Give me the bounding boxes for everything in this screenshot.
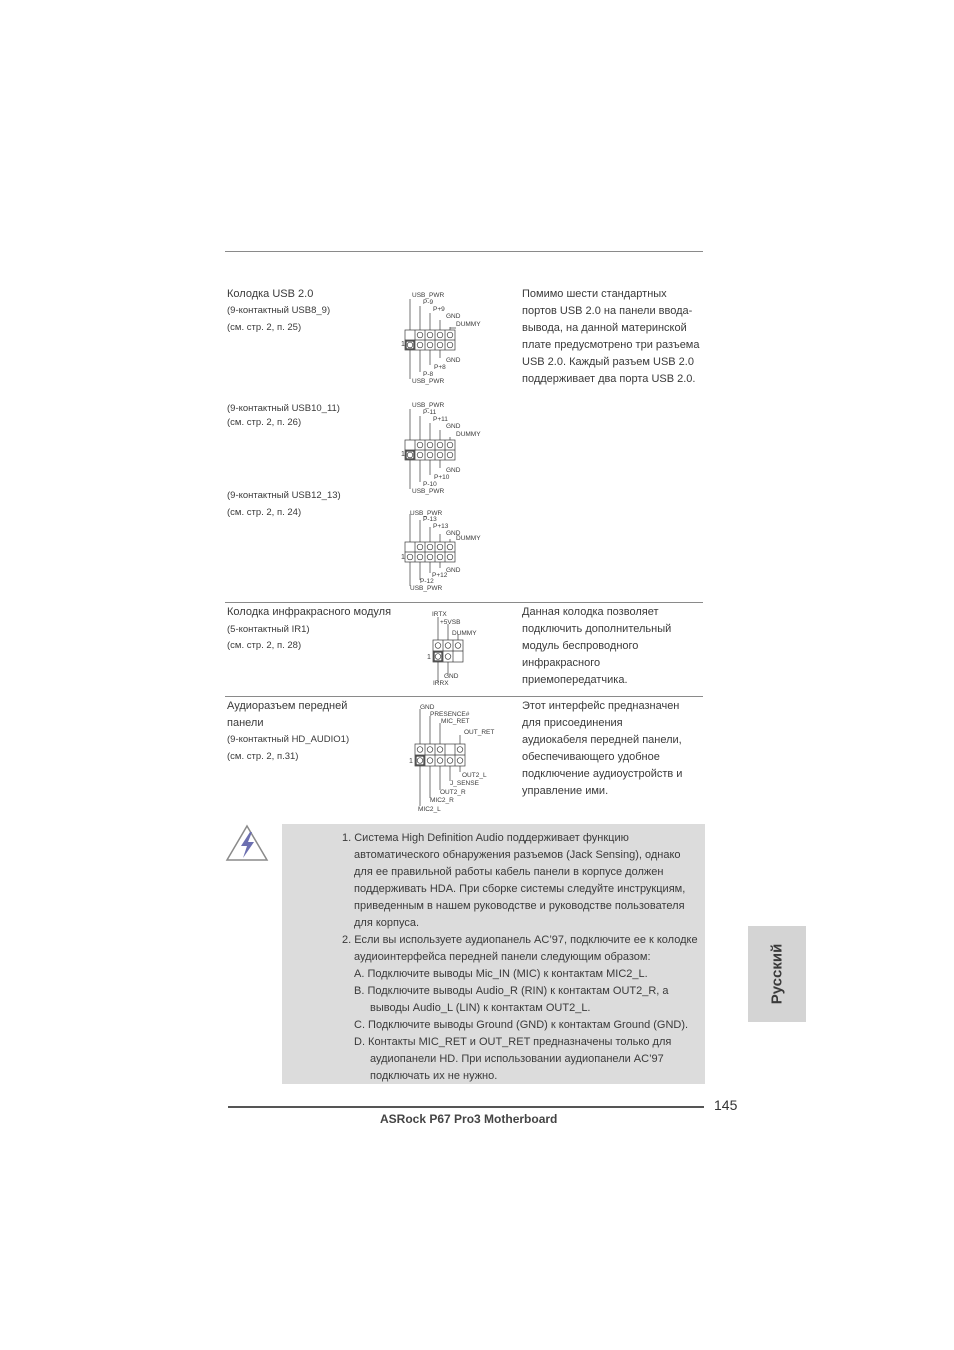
note-line: для корпуса. (354, 917, 420, 929)
svg-text:P-13: P-13 (423, 516, 437, 523)
svg-text:USB_PWR: USB_PWR (412, 402, 445, 409)
svg-text:GND: GND (446, 423, 461, 430)
svg-text:+5VSB: +5VSB (440, 619, 461, 626)
note-line: C. Подключите выводы Ground (GND) к контактам Ground (GND). (354, 1019, 689, 1031)
audio-section-title-2: панели (227, 717, 264, 729)
usb12-13-pin-diagram (396, 506, 496, 596)
svg-text:P-11: P-11 (423, 409, 437, 416)
language-side-tab (748, 926, 806, 1022)
desc-line: приемопередатчика. (522, 674, 628, 686)
svg-text:MIC2_R: MIC2_R (430, 797, 454, 804)
note-line: аудиопанели HD. При использовании аудиопанели AC’97 (370, 1053, 664, 1065)
desc-line: вывода, на данной материнской (522, 322, 687, 334)
section-divider (225, 696, 703, 697)
note-line: выводы Audio_L (LIN) к контактам OUT2_L. (370, 1002, 591, 1014)
svg-text:1: 1 (401, 451, 405, 458)
svg-text:DUMMY: DUMMY (456, 321, 481, 328)
note-line: для ее правильной работы кабель панели в корпусе должен (354, 866, 664, 878)
svg-text:OUT2_R: OUT2_R (440, 789, 466, 796)
desc-line: обеспечивающего удобное (522, 751, 660, 763)
svg-text:USB_PWR: USB_PWR (410, 510, 443, 517)
svg-text:MIC2_L: MIC2_L (418, 806, 441, 813)
svg-text:GND: GND (446, 313, 461, 320)
desc-line: Помимо шести стандартных (522, 288, 667, 300)
svg-text:J_SENSE: J_SENSE (450, 780, 479, 787)
svg-text:USB_PWR: USB_PWR (410, 585, 443, 592)
svg-text:P-8: P-8 (423, 371, 434, 378)
desc-line: поддерживает два порта USB 2.0. (522, 373, 696, 385)
svg-text:P+13: P+13 (433, 523, 449, 530)
desc-line: плате предусмотрено три разъема (522, 339, 700, 351)
ir-section-title: Колодка инфракрасного модуля (227, 606, 392, 618)
ir1-pin-diagram (424, 608, 504, 688)
ir-sub: (5-контактный IR1) (227, 624, 310, 635)
footer-model-name: ASRock P67 Pro3 Motherboard (380, 1112, 558, 1126)
footer-rule (228, 1106, 704, 1108)
desc-line: подключение аудиоустройств и (522, 768, 683, 780)
svg-text:GND: GND (446, 467, 461, 474)
usb10-11-pin-diagram (396, 400, 496, 496)
svg-text:GND: GND (446, 357, 461, 364)
audio-sub: (9-контактный HD_AUDIO1) (227, 734, 350, 745)
svg-text:P-10: P-10 (423, 481, 437, 488)
desc-line: Данная колодка позволяет (522, 606, 659, 618)
svg-text:OUT_RET: OUT_RET (464, 729, 495, 736)
desc-line: модуль беспроводного (522, 640, 639, 652)
desc-line: аудиокабеля передней панели, (522, 734, 682, 746)
svg-text:IRRX: IRRX (433, 680, 449, 687)
usb-ref-1: (см. стр. 2, п. 25) (227, 322, 302, 333)
language-tab-label: Русский (768, 943, 786, 1005)
audio-section-title-1: Аудиоразъем передней (227, 700, 348, 712)
note-line: приведенным в нашем руководстве и руководстве пользователя (354, 900, 685, 912)
ir-ref: (см. стр. 2, п. 28) (227, 640, 302, 651)
svg-text:OUT2_L: OUT2_L (462, 772, 487, 779)
desc-line: Этот интерфейс предназначен (522, 700, 680, 712)
svg-text:P+9: P+9 (433, 306, 445, 313)
svg-text:P+10: P+10 (434, 474, 450, 481)
svg-text:GND: GND (420, 704, 435, 711)
usb-section-title: Колодка USB 2.0 (227, 288, 314, 300)
desc-line: для присоединения (522, 717, 623, 729)
ir-description (522, 604, 671, 689)
usb8-9-pin-diagram (396, 290, 496, 386)
svg-text:P-9: P-9 (423, 299, 434, 306)
note-line: подключать их не нужно. (370, 1070, 498, 1082)
desc-line: портов USB 2.0 на панели ввода- (522, 305, 693, 317)
svg-text:GND: GND (444, 673, 459, 680)
svg-text:PRESENCE#: PRESENCE# (430, 711, 470, 718)
svg-text:P+11: P+11 (433, 416, 448, 423)
note-line: 2. Если вы используете аудиопанель AC’97, подключите ее к колодке (342, 934, 698, 946)
svg-text:GND: GND (446, 530, 461, 537)
svg-text:DUMMY: DUMMY (456, 431, 481, 438)
usb-ref-2: (см. стр. 2, п. 26) (227, 417, 302, 428)
svg-text:1: 1 (409, 758, 413, 765)
note-line: 1. Система High Definition Audio поддерживает функцию (342, 832, 629, 844)
usb-sub-1: (9-контактный USB8_9) (227, 305, 331, 316)
audio-description (522, 698, 682, 800)
usb-sub-2: (9-контактный USB10_11) (227, 403, 340, 414)
svg-text:DUMMY: DUMMY (452, 630, 477, 637)
hd-audio1-pin-diagram (406, 700, 516, 816)
note-line: поддерживать HDA. При сборке системы следуйте инструкциям, (354, 883, 686, 895)
svg-text:USB_PWR: USB_PWR (412, 488, 445, 495)
note-line: D. Контакты MIC_RET и OUT_RET предназначены только для (354, 1036, 672, 1048)
usb-description (522, 286, 700, 388)
desc-line: подключить дополнительный (522, 623, 672, 635)
svg-text:MIC_RET: MIC_RET (441, 718, 470, 725)
svg-text:1: 1 (401, 341, 405, 348)
svg-text:USB_PWR: USB_PWR (412, 292, 445, 299)
desc-line: инфракрасного (522, 657, 601, 669)
usb-sub-3: (9-контактный USB12_13) (227, 490, 341, 501)
top-rule (225, 251, 703, 252)
svg-text:GND: GND (446, 567, 461, 574)
svg-text:P-12: P-12 (420, 578, 434, 585)
svg-text:1: 1 (401, 554, 405, 561)
note-line: A. Подключите выводы Mic_IN (MIC) к контактам MIC2_L. (354, 968, 648, 980)
audio-ref: (см. стр. 2, п.31) (227, 751, 299, 762)
usb-ref-3: (см. стр. 2, п. 24) (227, 507, 302, 518)
note-line: аудиоинтерфейса передней панели следующим образом: (354, 951, 651, 963)
note-line: B. Подключите выводы Audio_R (RIN) к контактам OUT2_R, а (354, 985, 669, 997)
svg-text:USB_PWR: USB_PWR (412, 378, 445, 385)
desc-line: управление ими. (522, 785, 609, 797)
note-line: автоматического обнаружения разъемов (Jack Sensing), однако (354, 849, 681, 861)
page-number: 145 (714, 1097, 738, 1113)
desc-line: USB 2.0. Каждый разъем USB 2.0 (522, 356, 694, 368)
note-text (282, 830, 698, 1085)
svg-text:IRTX: IRTX (432, 611, 447, 618)
warning-lightning-icon (225, 824, 269, 862)
svg-text:DUMMY: DUMMY (456, 535, 481, 542)
svg-text:1: 1 (427, 654, 431, 661)
svg-text:P+12: P+12 (432, 572, 448, 579)
section-divider (225, 602, 703, 603)
svg-text:P+8: P+8 (434, 364, 446, 371)
